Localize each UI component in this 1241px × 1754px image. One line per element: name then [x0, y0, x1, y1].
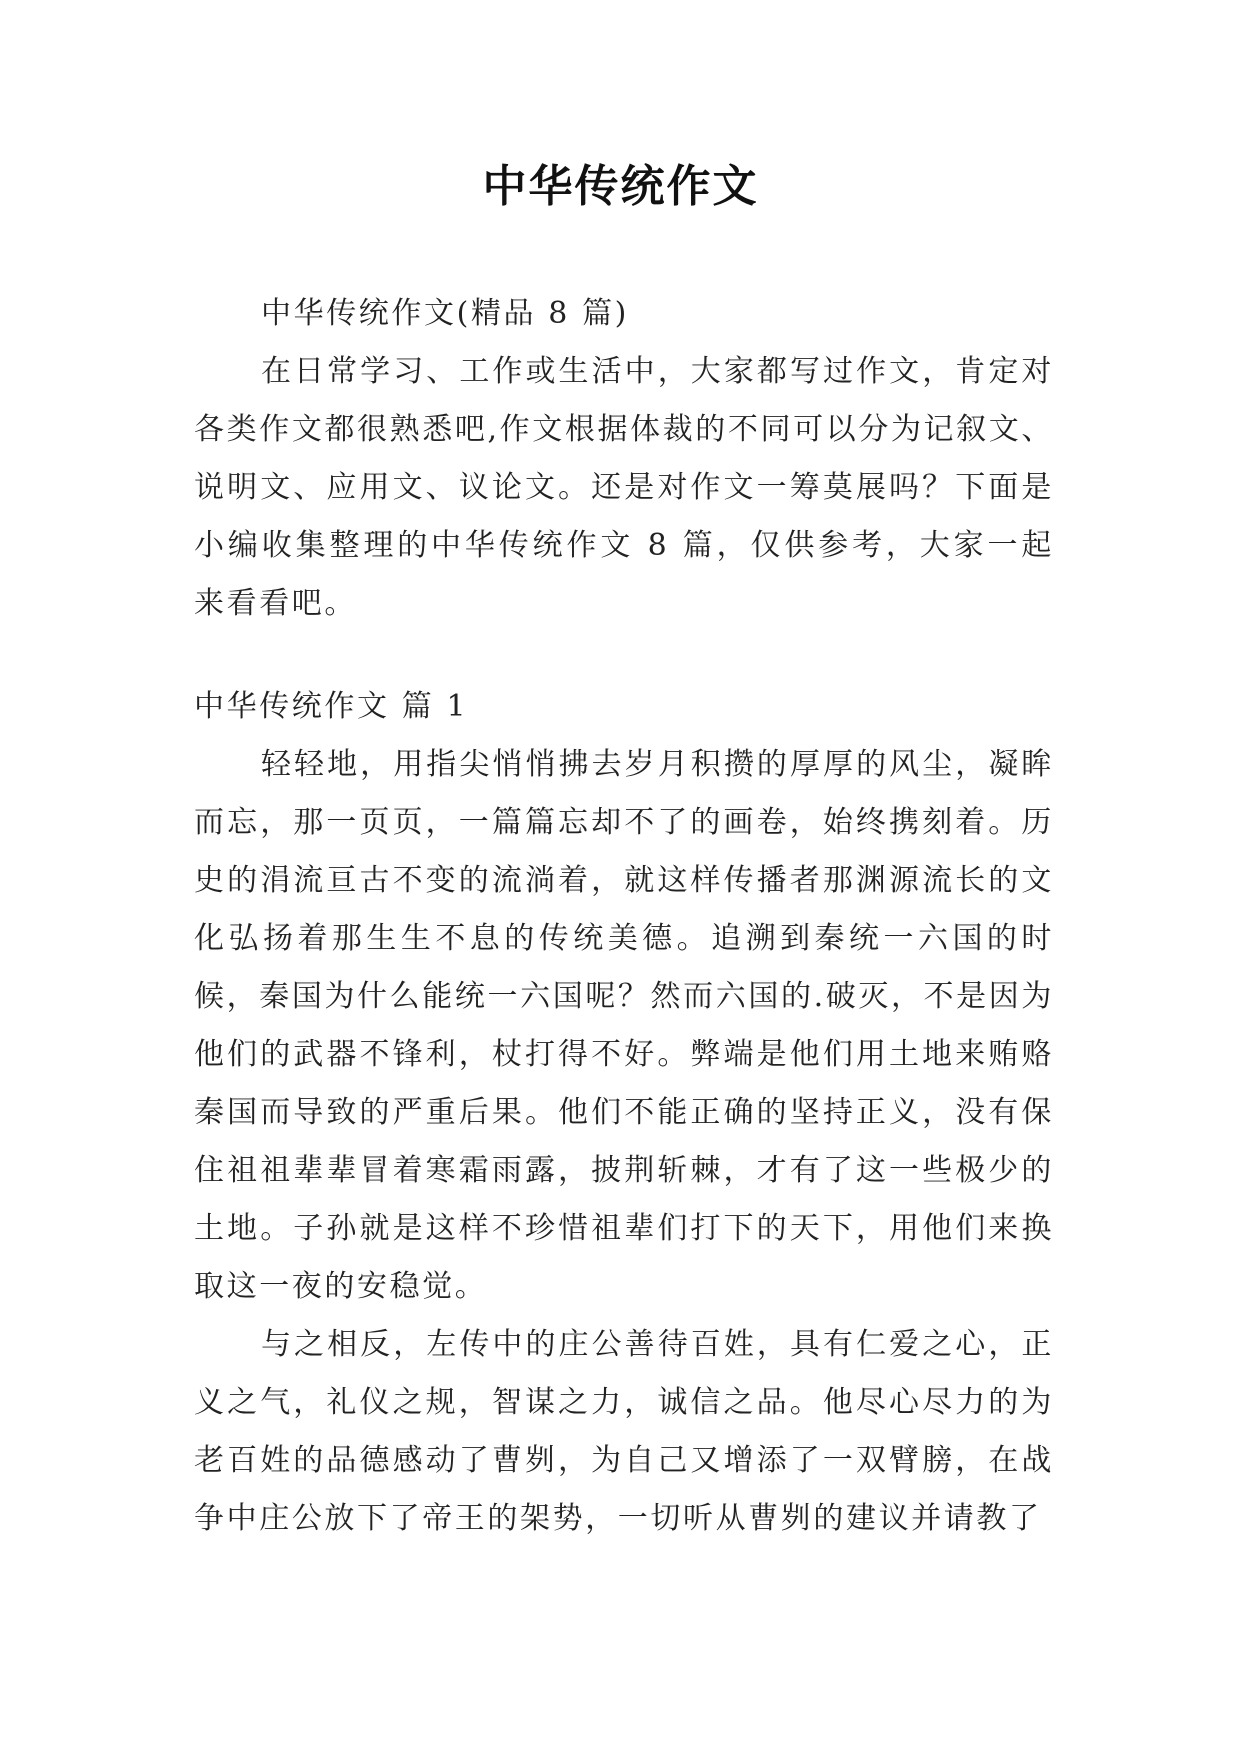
document-body — [194, 285, 1054, 1548]
section-1 — [194, 678, 1054, 1548]
section-paragraph: 轻轻地，用指尖悄悄拂去岁月积攒的厚厚的风尘，凝眸而忘，那一页页，一篇篇忘却不了的画卷，始终携刻着。历史的涓流亘古不变的流淌着，就这样传播者那渊源流长的文化弘扬着那生生不息的传统美德。追溯到秦统一六国的时候，秦国为什么能统一六国呢？然而六国的.破灭，不是因为他们的武器不锋利，杖打得不好。弊端是他们用土地来贿赂秦国而导致的严重后果。他们不能正确的坚持正义，没有保住祖祖辈辈冒着寒霜雨露，披荆斩棘，才有了这一些极少的土地。子孙就是这样不珍惜祖辈们打下的天下，用他们来换取这一夜的安稳觉。 — [194, 747, 1054, 1304]
document-subtitle: 中华传统作文(精品 8 篇) — [261, 296, 629, 331]
intro-paragraph: 在日常学习、工作或生活中，大家都写过作文，肯定对各类作文都很熟悉吧,作文根据体裁的不同可以分为记叙文、说明文、应用文、议论文。还是对作文一筹莫展吗？下面是小编收集整理的中华传统作文 8 篇，仅供参考，大家一起来看看吧。 — [194, 354, 1054, 621]
section-heading: 中华传统作文 篇 1 — [194, 689, 469, 724]
section-paragraph: 与之相反，左传中的庄公善待百姓，具有仁爱之心，正义之气，礼仪之规，智谋之力，诚信之品。他尽心尽力的为老百姓的品德感动了曹刿，为自己又增添了一双臂膀，在战争中庄公放下了帝王的架势，一切听从曹刿的建议并请教了 — [194, 1327, 1054, 1536]
document-title: 中华传统作文 — [482, 161, 759, 212]
